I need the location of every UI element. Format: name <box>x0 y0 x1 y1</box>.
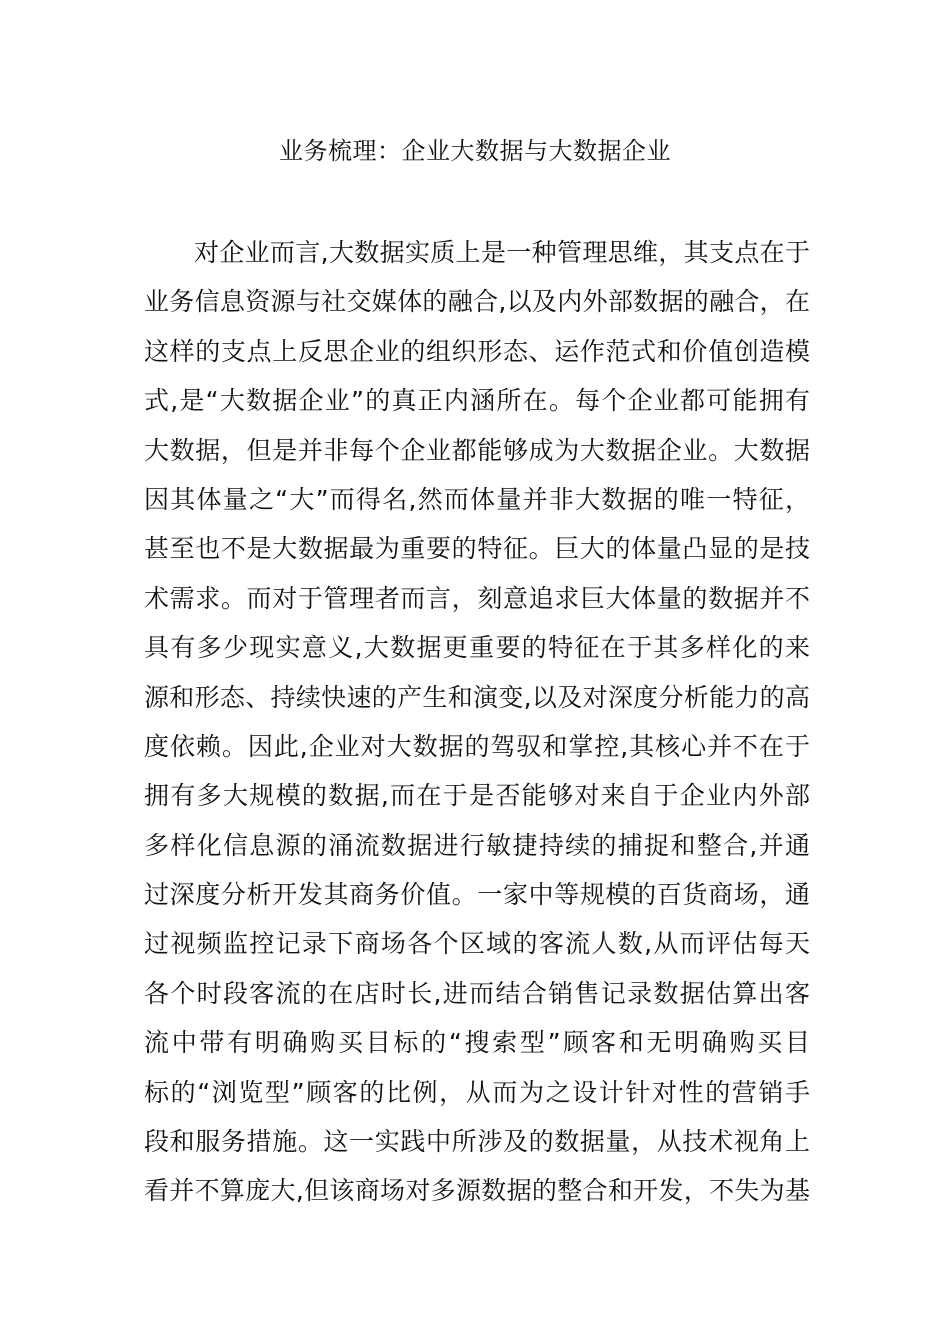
document-title: 业务梳理：企业大数据与大数据企业 <box>279 137 671 165</box>
paragraph-line: 源和形态、持续快速的产生和演变,以及对深度分析能力的高 <box>144 682 810 712</box>
paragraph-line: 大数据，但是并非每个企业都能够成为大数据企业。大数据 <box>144 435 810 465</box>
paragraph-line: 甚至也不是大数据最为重要的特征。巨大的体量凸显的是技 <box>144 534 810 564</box>
paragraph-line: 流中带有明确购买目标的“搜索型”顾客和无明确购买目 <box>144 1028 810 1058</box>
paragraph-line: 过视频监控记录下商场各个区域的客流人数,从而评估每天 <box>144 929 810 959</box>
paragraph-line: 这样的支点上反思企业的组织形态、运作范式和价值创造模 <box>144 336 810 366</box>
paragraph-line: 标的“浏览型”顾客的比例，从而为之设计针对性的营销手 <box>144 1077 810 1107</box>
paragraph-line: 对企业而言,大数据实质上是一种管理思维，其支点在于 <box>194 238 810 267</box>
paragraph-line: 多样化信息源的涌流数据进行敏捷持续的捕捉和整合,并通 <box>144 830 810 860</box>
paragraph-line: 过深度分析开发其商务价值。一家中等规模的百货商场，通 <box>144 880 810 910</box>
paragraph-line: 式,是“大数据企业”的真正内涵所在。每个企业都可能拥有 <box>144 386 810 416</box>
paragraph-line: 度依赖。因此,企业对大数据的驾驭和掌控,其核心并不在于 <box>144 731 810 761</box>
paragraph-line: 拥有多大规模的数据,而在于是否能够对来自于企业内外部 <box>144 781 810 811</box>
paragraph-line: 术需求。而对于管理者而言，刻意追求巨大体量的数据并不 <box>144 583 810 613</box>
body-paragraph <box>144 228 810 1216</box>
paragraph-line: 业务信息资源与社交媒体的融合,以及内外部数据的融合，在 <box>144 287 810 317</box>
paragraph-line: 段和服务措施。这一实践中所涉及的数据量，从技术视角上 <box>144 1127 810 1157</box>
paragraph-line: 各个时段客流的在店时长,进而结合销售记录数据估算出客 <box>144 978 810 1008</box>
paragraph-line: 看并不算庞大,但该商场对多源数据的整合和开发，不失为基 <box>144 1176 810 1206</box>
paragraph-line: 因其体量之“大”而得名,然而体量并非大数据的唯一特征， <box>144 484 810 514</box>
paragraph-line: 具有多少现实意义,大数据更重要的特征在于其多样化的来 <box>144 633 810 663</box>
